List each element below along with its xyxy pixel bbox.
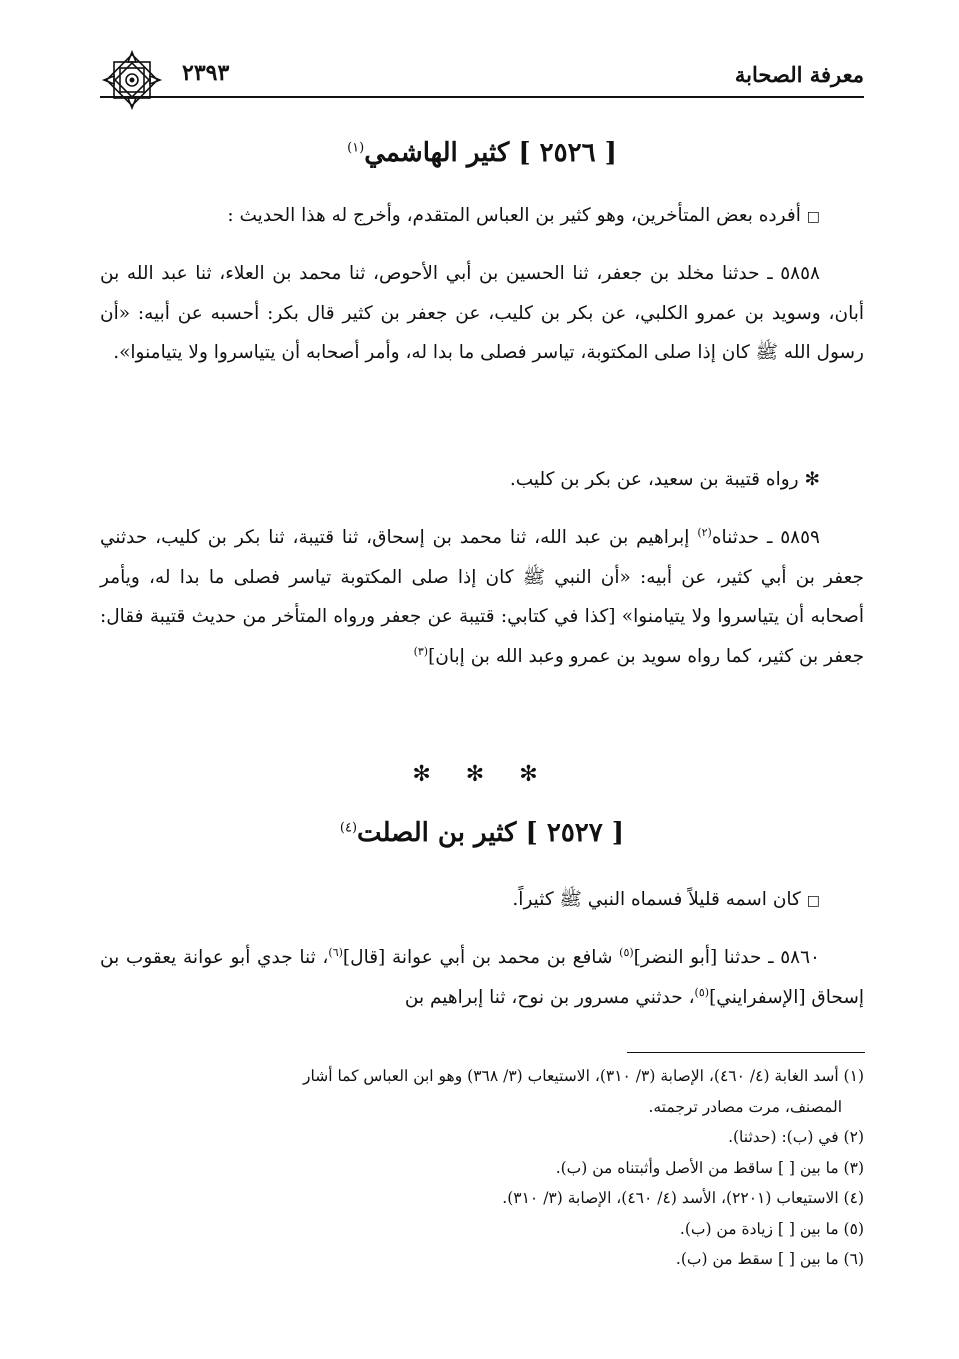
intro-text: أفرده بعض المتأخرين، وهو كثير بن العباس المتقدم، وأخرج له هذا الحديث : [227,205,801,226]
footnote-marker: (٤) [339,820,358,836]
footnote-1-continued: المصنف، مرت مصادر ترجمته. [648,1097,842,1116]
footnote-5: (٥) ما بين [ ] زيادة من (ب). [679,1219,864,1238]
entry-heading-2527 [100,818,864,848]
footnote-marker: (٣) [413,644,429,658]
entry-heading-2526 [100,138,864,168]
octagram-ornament-icon [100,48,164,112]
hadith-5860 [100,938,864,1017]
hadith-text: ٥٨٥٩ ـ حدثناه [711,527,820,548]
hadith-text: ، حدثني مسرور بن نوح، ثنا إبراهيم بن [404,986,695,1008]
hadith-text: ، ثنا جدي أبو عوانة يعقوب بن إسحاق [الإسفرايني] [100,947,864,1008]
hadith-text: شافع بن محمد بن أبي عوانة [قال] [342,947,620,968]
footnote-marker: (٥) [694,985,710,999]
footnote-marker: (٢) [697,525,712,539]
footnote-divider [627,1052,865,1053]
footnote-4: (٤) الاستيعاب (٢٢٠١)، الأسد (٤/ ٤٦٠)، الإصابة (٣/ ٣١٠). [502,1189,864,1207]
entry-intro [100,880,864,922]
narration-note: ✻ رواه قتيبة بن سعيد، عن بكر بن كليب. [509,469,820,490]
square-bullet-icon: □ [806,209,820,225]
intro-text: كان اسمه قليلاً فسماه النبي ﷺ كثيراً. [512,889,801,910]
book-title: معرفة الصحابة [734,62,864,87]
footnote-marker: (٥) [619,945,634,959]
entry-name: كثير بن الصلت [357,818,517,848]
running-header [100,56,864,98]
square-bullet-icon: □ [806,893,820,909]
footnote-6: (٦) ما بين [ ] سقط من (ب). [675,1250,864,1268]
hadith-text: ٥٨٦٠ ـ حدثنا [أبو النضر] [633,947,820,968]
entry-number: [ ٢٥٢٦ ] [518,138,617,168]
section-separator: ✻ ✻ ✻ [412,762,552,787]
hadith-5858: ٥٨٥٨ ـ حدثنا مخلد بن جعفر، ثنا الحسين بن أبي الأحوص، ثنا محمد بن العلاء، ثنا عبد الله بن أبان، وسويد بن عمرو الكلبي، عن بكر بن كليب، عن جعفر بن كثير قال بكر: أحسبه عن أبيه: «أن رسول الله ﷺ كان إذا صلى المكتوبة، تياسر فصلى ما بدا له، وأمر أصحابه أن يتياسروا ولا يتيامنوا». [100,263,864,363]
footnote-2: (٢) في (ب): (حدثنا). [728,1128,864,1146]
hadith-text: إبراهيم بن عبد الله، ثنا محمد بن إسحاق، ثنا قتيبة، ثنا بكر بن كليب، حدثني جعفر بن أبي كثير، عن أبيه: «أن النبي ﷺ كان إذا صلى المكتوبة تياسر فصلى ما بدا له، ويأمر أصحابه أن يتياسروا ولا يتيامنوا» [كذا في كتابي: قتيبة عن جعفر ورواه المتأخر من حديث قتيبة فقال: جعفر بن كثير، كما رواه سويد بن عمرو وعبد الله بن إبان] [100,527,864,667]
footnote-3: (٣) ما بين [ ] ساقط من الأصل وأثبتناه من (ب). [555,1158,864,1177]
entry-intro [100,196,864,238]
footnotes [100,1061,864,1275]
entry-number: [ ٢٥٢٧ ] [525,818,625,848]
entry-name: كثير الهاشمي [364,138,510,168]
hadith-5859 [100,518,864,676]
page-number: ٢٣٩٣ [182,60,230,86]
footnote-marker: (٦) [328,945,343,959]
footnote-marker: (١) [347,140,365,156]
footnote-1: (١) أسد الغابة (٤/ ٤٦٠)، الإصابة (٣/ ٣١٠)، الاستيعاب (٣/ ٣٦٨) وهو ابن العباس كما أشار [303,1067,864,1085]
